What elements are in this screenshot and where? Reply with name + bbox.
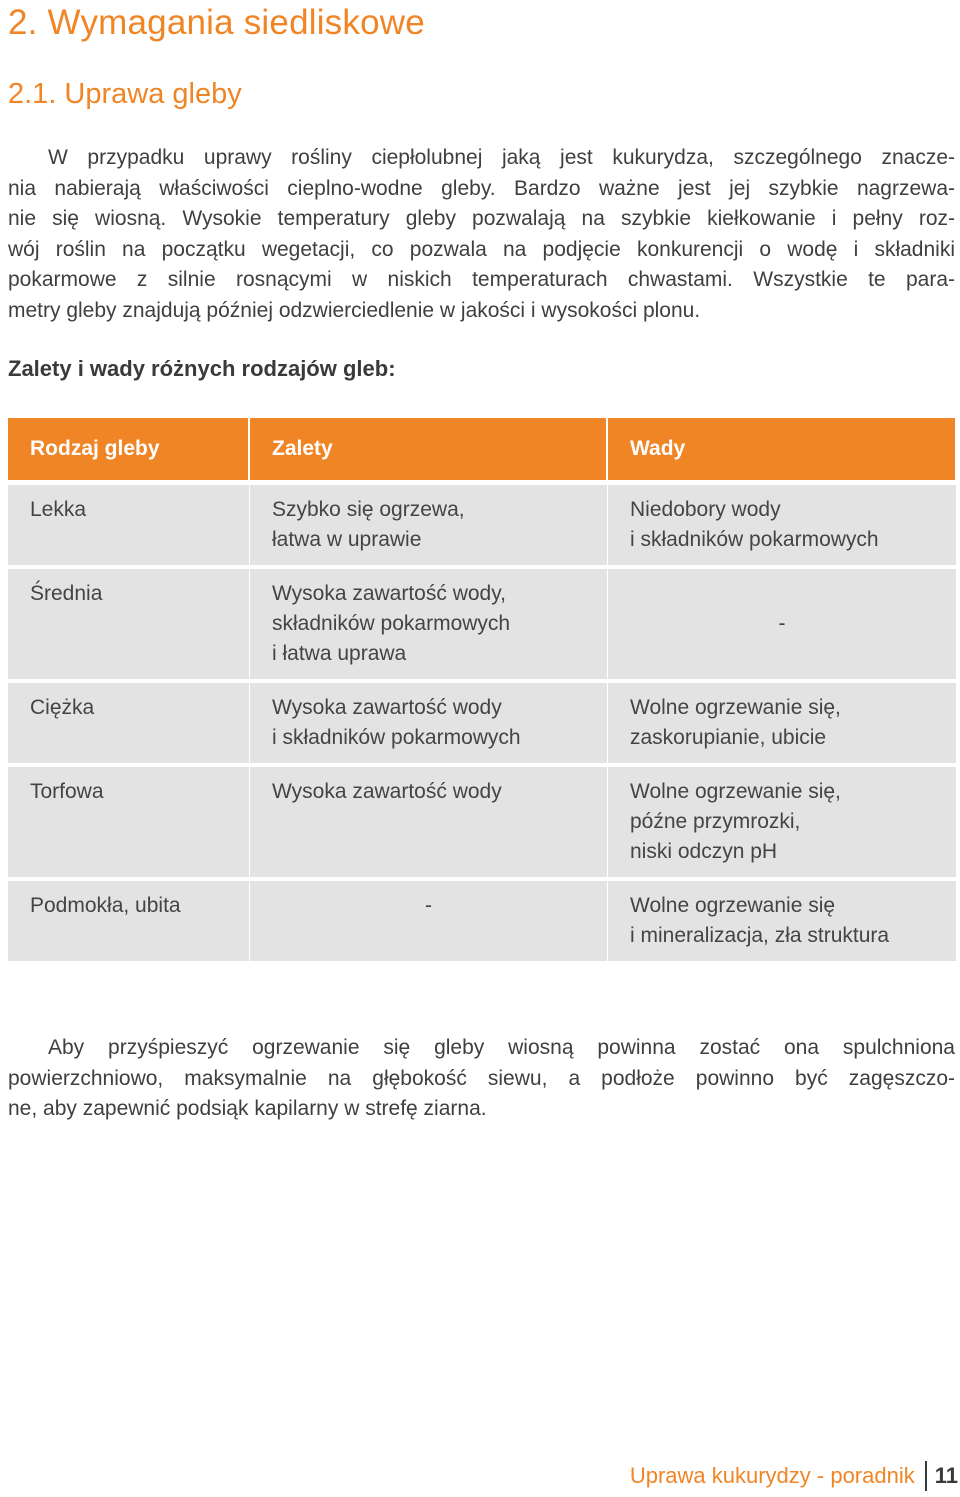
disadvantages-cell [607,565,956,679]
cell-text: Wysoka zawartość wody, [272,582,506,605]
soil-type-cell [8,763,249,877]
cell-text: późne przymrozki, [630,810,801,833]
table-row [8,763,956,877]
cell-text: Wysoka zawartość wody [272,696,502,719]
advantages-cell [249,481,607,565]
closing-paragraph [8,1033,955,1125]
soil-comparison-table [8,418,956,961]
advantages-cell [249,877,607,961]
cell-text: niski odczyn pH [630,840,778,863]
table-row [8,877,956,961]
cell-text: składników pokarmowych [272,612,511,635]
cell-text: Ciężka [30,696,95,719]
cell-text: Wolne ogrzewanie się, [630,780,841,803]
table-row [8,679,956,763]
header-disadvantages: Wady [607,418,956,481]
advantages-cell [249,679,607,763]
advantages-cell [249,763,607,877]
cell-text: łatwa w uprawie [272,528,422,551]
table-header-row [8,418,956,481]
disadvantages-cell [607,763,956,877]
disadvantages-cell [607,481,956,565]
intro-line: metry gleby znajdują później odzwierciedlenie w jakości i wysokości plonu. [8,298,701,322]
soil-type-cell [8,877,249,961]
page-footer [630,1459,960,1493]
table-row [8,481,956,565]
cell-text: - [778,612,786,635]
page-heading: 2. Wymagania siedliskowe [8,3,425,42]
closing-line: powierzchniowo, maksymalnie na głębokość siewu, a podłoże powinno być zagęszczo- [8,1066,955,1090]
table-title: Zalety i wady różnych rodzajów gleb: [8,356,396,381]
soil-type-cell [8,481,249,565]
page-number: 11 [934,1463,958,1488]
closing-line: Aby przyśpieszyć ogrzewanie się gleby wiosną powinna zostać ona spulchniona [48,1036,955,1059]
cell-text: Szybko się ogrzewa, [272,498,465,521]
cell-text: zaskorupianie, ubicie [630,726,827,749]
table-row [8,565,956,679]
soil-type-cell [8,679,249,763]
cell-text: Średnia [30,582,103,605]
cell-text: - [425,894,432,917]
cell-text: i składników pokarmowych [272,726,521,749]
cell-text: Wolne ogrzewanie się [630,894,836,917]
intro-paragraph [8,143,955,326]
cell-text: Podmokła, ubita [30,894,181,917]
disadvantages-cell [607,679,956,763]
header-soil-type: Rodzaj gleby [8,418,249,481]
intro-line: pokarmowe z silnie rosnącymi w niskich temperaturach chwastami. Wszystkie te para- [8,268,955,291]
cell-text: Torfowa [30,780,104,803]
cell-text: i mineralizacja, zła struktura [630,924,890,947]
intro-line: wój roślin na początku wegetacji, co pozwala na podjęcie konkurencji o wodę i składniki [8,237,955,261]
disadvantages-cell [607,877,956,961]
cell-text: Lekka [30,498,87,521]
cell-text: i łatwa uprawa [272,642,407,665]
cell-text: Wolne ogrzewanie się, [630,696,841,719]
closing-line: ne, aby zapewnić podsiąk kapilarny w strefę ziarna. [8,1097,487,1120]
intro-line: nie się wiosną. Wysokie temperatury gleby pozwalają na szybkie kiełkowanie i pełny roz- [8,207,955,230]
footer-title: Uprawa kukurydzy - poradnik [629,1463,915,1488]
header-advantages: Zalety [249,418,607,481]
cell-text: i składników pokarmowych [630,528,879,551]
cell-text: Wysoka zawartość wody [272,780,502,803]
intro-line: W przypadku uprawy rośliny ciepłolubnej jaką jest kukurydza, szczególnego znacze- [48,146,955,169]
section-heading: 2.1. Uprawa gleby [8,78,242,110]
intro-line: nia nabierają właściwości cieplno-wodne gleby. Bardzo ważne jest jej szybkie nagrzewa- [8,176,955,200]
advantages-cell [249,565,607,679]
soil-type-cell [8,565,249,679]
cell-text: Niedobory wody [630,498,781,521]
footer-divider [925,1461,927,1491]
